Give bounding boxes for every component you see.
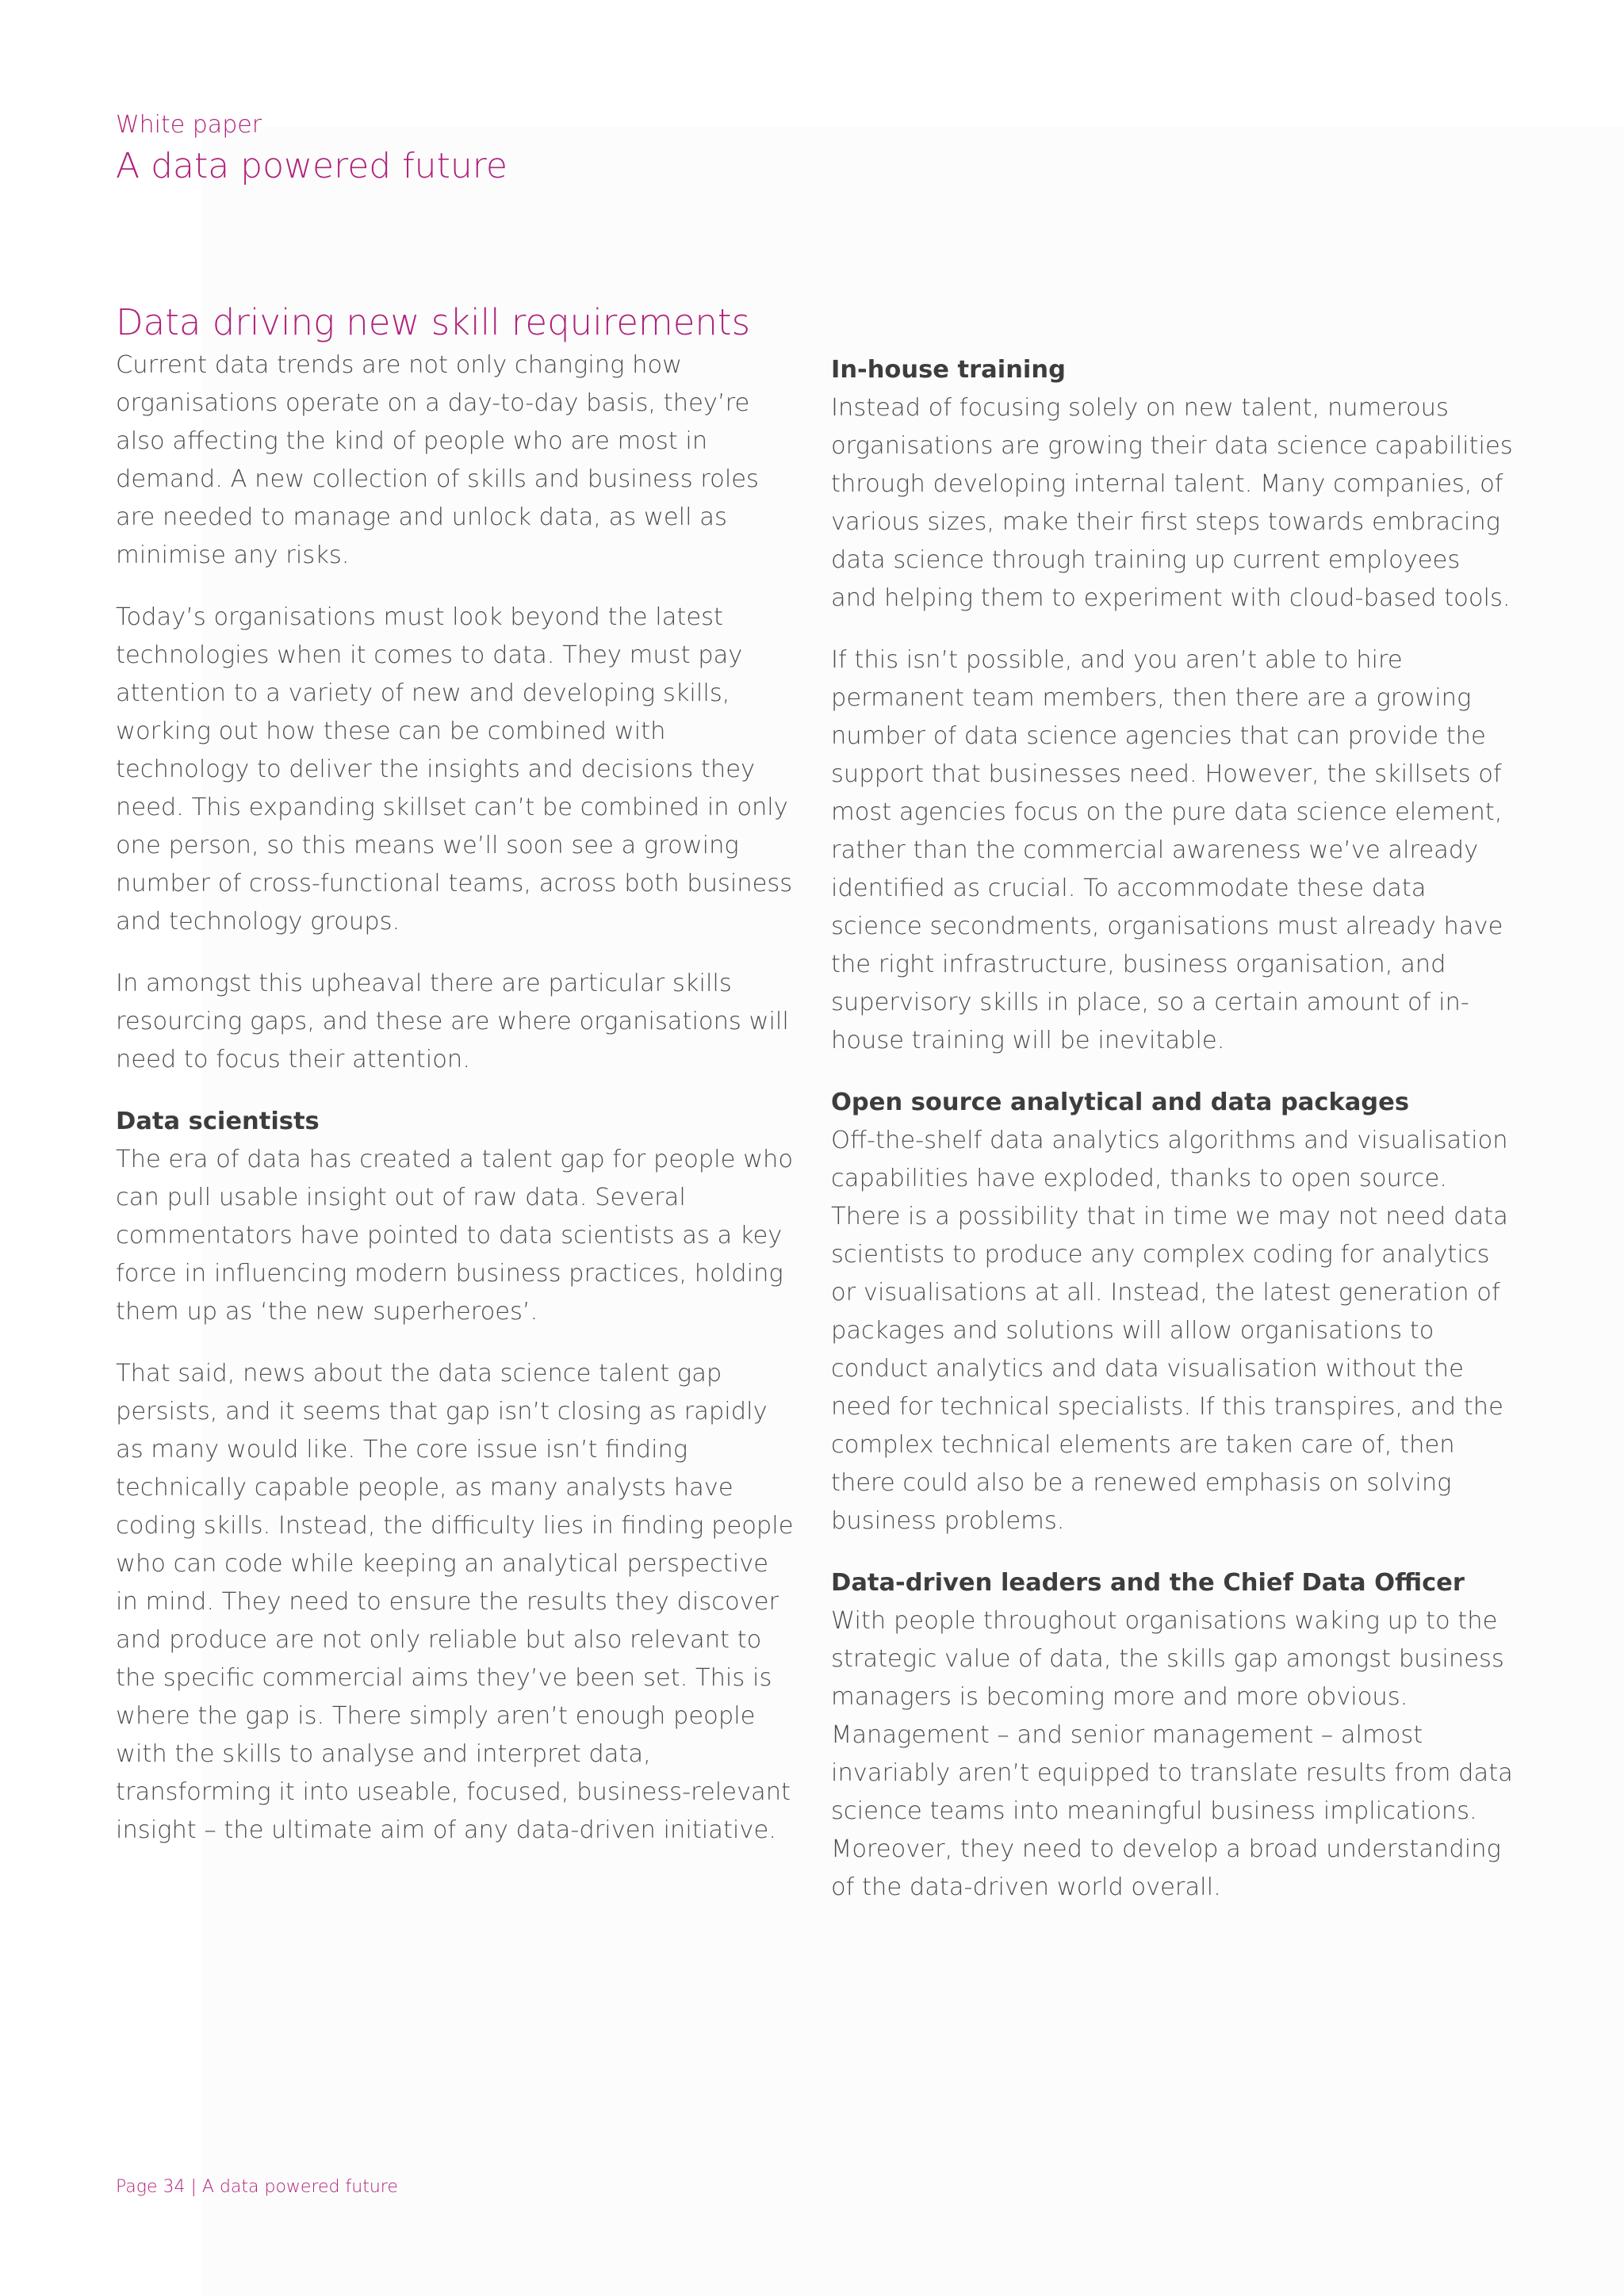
left-column [116,302,798,1873]
right-column [831,351,1513,1931]
paragraph: With people throughout organisations waking up to the strategic value of data, the skills gap amongst business managers is becoming more and more obvious. Management – and senior management – almost invariably aren’t equipped to translate results from data science teams into meaningful business implications. Moreover, they need to develop a broad understanding of the data-driven world overall. [831,1607,1513,1901]
subheading-open-source: Open source analytical and data packages [831,1089,1409,1116]
paragraph: In amongst this upheaval there are particular skills resourcing gaps, and these are where organisations will need to focus their attention. [116,969,789,1073]
footer-title: A data powered future [201,2177,398,2197]
subheading-inhouse-training: In-house training [831,356,1066,384]
paragraph: If this isn’t possible, and you aren’t able to hire permanent team members, then there are a growing number of data science agencies that can provide the support that businesses need. However, the skillsets of most agencies focus on the pure data science element, rather than the commercial awareness we’ve already identified as crucial. To accommodate these data science secondments, organisations must already have the right infrastructure, business organisation, and supervisory skills in place, so a certain amount of in-house training will be inevitable. [831,646,1503,1054]
document-title: A data powered future [116,146,508,186]
page-number: Page 34 [116,2177,186,2197]
subheading-data-scientists: Data scientists [116,1107,320,1135]
document-type: White paper [116,111,262,139]
page-header [116,111,1464,188]
footer-separator: | [190,2177,197,2197]
paragraph: Off-the-shelf data analytics algorithms and visualisation capabilities have exploded, thanks to open source. There is a possibility that in time we may not need data scientists to produce any complex coding for analytics or visualisations at all. Instead, the latest generation of packages and solutions will allow organisations to conduct analytics and data visualisation without the need for technical specialists. If this transpires, and the complex technical elements are taken care of, then there could also be a renewed emphasis on solving business problems. [831,1127,1508,1535]
paragraph: That said, news about the data science talent gap persists, and it seems that gap isn’t closing as rapidly as many would like. The core issue isn’t finding technically capable people, as many analysts have coding skills. Instead, the difficulty lies in finding people who can code while keeping an analytical perspective in mind. They need to ensure the results they discover and produce are not only reliable but also relevant to the specific commercial aims they’ve been set. This is where the gap is. There simply aren’t enough people with the skills to analyse and interpret data, transforming it into useable, focused, business-relevant insight – the ultimate aim of any data-driven initiative. [116,1359,794,1844]
paragraph: Instead of focusing solely on new talent, numerous organisations are growing their data science capabilities through developing internal talent. Many companies, of various sizes, make their first steps towards embracing data science through training up current employees and helping them to experiment with cloud-based tools. [831,394,1513,612]
paragraph: Current data trends are not only changing how organisations operate on a day-to-day basis, they’re also affecting the kind of people who are most in demand. A new collection of skills and business roles are needed to manage and unlock data, as well as minimise any risks. [116,350,759,569]
paragraph: The era of data has created a talent gap for people who can pull usable insight out of raw data. Several commentators have pointed to data scientists as a key force in influencing modern business practices, holding them up as ‘the new superheroes’. [116,1145,794,1326]
subheading-data-driven-leaders: Data-driven leaders and the Chief Data Officer [831,1569,1465,1597]
paragraph: Today’s organisations must look beyond the latest technologies when it comes to data. They must pay attention to a variety of new and developing skills, working out how these can be combined with technology to deliver the insights and decisions they need. This expanding skillset can’t be combined in only one person, so this means we’ll soon see a growing number of cross-functional teams, across both business and technology groups. [116,603,793,936]
page-footer [116,2177,398,2197]
section-title: Data driving new skill requirements [116,301,751,343]
